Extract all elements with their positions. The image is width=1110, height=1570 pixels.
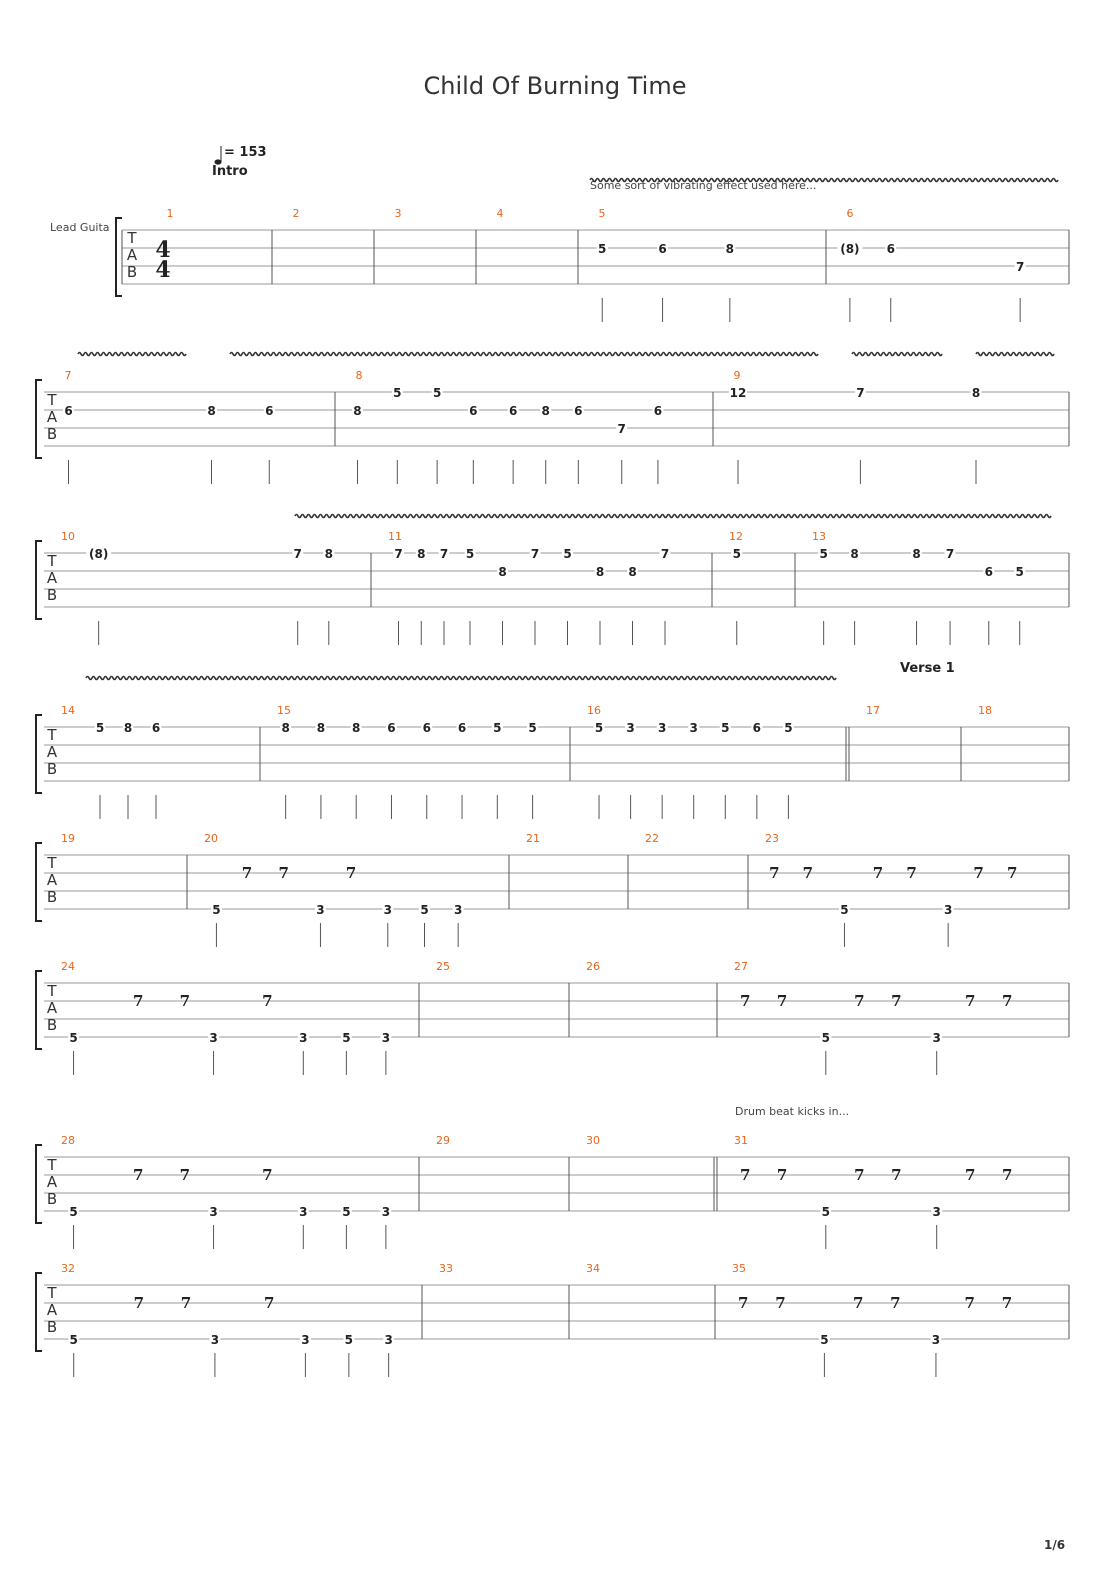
eighth-rest: 7: [179, 992, 191, 1010]
fret-number: 8: [281, 721, 290, 735]
fret-number: 3: [932, 1031, 941, 1045]
eighth-rest: 7: [132, 992, 144, 1010]
measure-number: 22: [645, 832, 659, 845]
measure-number: 26: [586, 960, 600, 973]
fret-number: 5: [784, 721, 793, 735]
eighth-rest: 7: [965, 1166, 976, 1184]
fret-number: 5: [528, 721, 537, 735]
fret-number: 3: [383, 903, 392, 917]
measure-number: 35: [732, 1262, 746, 1275]
fret-number: 3: [381, 1205, 391, 1219]
fret-number: 6: [653, 404, 663, 418]
fret-number: 5: [69, 1031, 78, 1045]
eighth-rest: 7: [179, 1166, 191, 1184]
eighth-rest: 7: [1002, 1166, 1013, 1184]
tab-clef-letter: T: [47, 391, 57, 409]
measure-number: 16: [587, 704, 601, 717]
eighth-rest: 7: [802, 864, 814, 882]
tab-clef-letter: A: [46, 999, 58, 1017]
fret-number: 8: [353, 404, 362, 418]
fret-number: 8: [352, 721, 361, 735]
fret-number: 5: [563, 547, 572, 561]
fret-number: 5: [598, 242, 607, 256]
fret-number: 8: [316, 721, 326, 735]
system-bracket: [36, 380, 42, 458]
measure-number: 17: [866, 704, 880, 717]
tab-clef-letter: T: [47, 726, 57, 744]
eighth-rest: 7: [906, 864, 917, 882]
tab-clef-letter: A: [46, 408, 58, 426]
fret-number: 5: [95, 721, 105, 735]
tempo-marking: = 153: [224, 145, 267, 160]
eighth-rest: 7: [973, 864, 984, 882]
system-bracket: [116, 218, 122, 296]
measure-number: 6: [846, 207, 854, 220]
measure-number: 12: [729, 530, 743, 543]
fret-number: 5: [432, 386, 442, 400]
fret-number: 3: [381, 1031, 391, 1045]
fret-number: 3: [453, 903, 463, 917]
fret-number: 8: [498, 565, 507, 579]
vibrato-mark: [86, 677, 836, 680]
fret-number: 3: [299, 1031, 308, 1045]
fret-number: 6: [752, 721, 762, 735]
tab-clef-letter: B: [126, 263, 138, 281]
measure-number: 10: [61, 530, 75, 543]
eighth-rest: 7: [890, 1294, 901, 1312]
tab-clef-letter: A: [46, 1301, 58, 1319]
eighth-rest: 7: [854, 1166, 865, 1184]
fret-number: 6: [265, 404, 274, 418]
tab-clef-letter: A: [46, 871, 58, 889]
tab-clef-letter: T: [47, 854, 57, 872]
measure-number: 34: [586, 1262, 600, 1275]
fret-number: 5: [342, 1031, 351, 1045]
fret-number: 8: [628, 565, 637, 579]
fret-number: 7: [945, 547, 955, 561]
measure-number: 18: [978, 704, 992, 717]
eighth-rest: 7: [776, 992, 788, 1010]
measure-number: 30: [586, 1134, 600, 1147]
eighth-rest: 7: [854, 992, 865, 1010]
fret-number: 5: [821, 1031, 830, 1045]
fret-number: 5: [342, 1205, 351, 1219]
fret-number: 3: [931, 1333, 941, 1347]
fret-number: 8: [850, 547, 859, 561]
vibrato-mark: [976, 353, 1054, 356]
fret-number: 7: [293, 547, 302, 561]
measure-number: 29: [436, 1134, 450, 1147]
eighth-rest: 7: [278, 864, 289, 882]
measure-number: 5: [598, 207, 606, 220]
time-signature-top: 4: [155, 237, 171, 263]
measure-number: 14: [61, 704, 75, 717]
fret-number: 5: [69, 1205, 78, 1219]
fret-number: 12: [729, 386, 747, 400]
fret-number: (8): [840, 242, 860, 256]
eighth-rest: 7: [775, 1294, 786, 1312]
eighth-rest: 7: [891, 1166, 902, 1184]
fret-number: 5: [820, 1333, 829, 1347]
fret-number: 5: [594, 721, 604, 735]
measure-number: 1: [166, 207, 174, 220]
fret-number: 3: [210, 1333, 220, 1347]
fret-number: 5: [69, 1333, 78, 1347]
measure-number: 4: [496, 207, 504, 220]
fret-number: 8: [912, 547, 921, 561]
eighth-rest: 7: [132, 1166, 144, 1184]
measure-number: 32: [61, 1262, 75, 1275]
fret-number: 6: [422, 721, 431, 735]
fret-number: 3: [626, 721, 635, 735]
eighth-rest: 7: [872, 864, 884, 882]
fret-number: 3: [209, 1205, 218, 1219]
measure-number: 28: [61, 1134, 75, 1147]
eighth-rest: 7: [776, 1166, 788, 1184]
measure-number: 15: [277, 704, 291, 717]
eighth-rest: 7: [345, 864, 357, 882]
measure-number: 2: [292, 207, 300, 220]
fret-number: 6: [151, 721, 161, 735]
measure-number: 8: [355, 369, 363, 382]
fret-number: 6: [469, 404, 478, 418]
fret-number: 7: [530, 547, 540, 561]
measure-number: 24: [61, 960, 75, 973]
song-title: Child Of Burning Time: [423, 72, 687, 100]
fret-number: 3: [943, 903, 953, 917]
fret-number: 5: [821, 1205, 830, 1219]
fret-number: 7: [439, 547, 449, 561]
fret-number: 5: [819, 547, 828, 561]
fret-number: 8: [417, 547, 426, 561]
fret-number: 5: [840, 903, 849, 917]
vibrato-mark: [852, 353, 942, 356]
measure-number: 9: [733, 369, 741, 382]
eighth-rest: 7: [262, 992, 273, 1010]
fret-number: 8: [123, 721, 133, 735]
eighth-rest: 7: [739, 992, 751, 1010]
fret-number: 6: [457, 721, 467, 735]
fret-number: 5: [344, 1333, 354, 1347]
system-bracket: [36, 541, 42, 619]
fret-number: 7: [660, 547, 670, 561]
fret-number: 3: [316, 903, 325, 917]
tab-clef-letter: T: [47, 1156, 57, 1174]
tab-clef-letter: A: [46, 1173, 58, 1191]
system-bracket: [36, 715, 42, 793]
fret-number: 5: [420, 903, 429, 917]
measure-number: 20: [204, 832, 218, 845]
eighth-rest: 7: [1006, 864, 1018, 882]
measure-number: 23: [765, 832, 779, 845]
tab-clef-letter: B: [46, 1190, 58, 1208]
eighth-rest: 7: [133, 1294, 145, 1312]
track-name: Lead Guita: [50, 221, 110, 234]
section-label-verse-1: Verse 1: [900, 661, 955, 676]
fret-number: 8: [324, 547, 333, 561]
system-bracket: [36, 1145, 42, 1223]
measure-number: 25: [436, 960, 450, 973]
fret-number: 3: [689, 721, 698, 735]
fret-number: 5: [732, 547, 741, 561]
fret-number: 8: [207, 404, 216, 418]
fret-number: 8: [971, 386, 981, 400]
tab-clef-letter: A: [126, 246, 138, 264]
tab-clef-letter: T: [47, 552, 57, 570]
eighth-rest: 7: [180, 1294, 192, 1312]
fret-number: 5: [493, 721, 502, 735]
fret-number: 5: [212, 903, 221, 917]
fret-number: 3: [932, 1205, 941, 1219]
eighth-rest: 7: [891, 992, 902, 1010]
fret-number: 3: [384, 1333, 393, 1347]
tab-clef-letter: T: [47, 1284, 57, 1302]
vibrato-mark: [78, 353, 186, 356]
fret-number: 3: [301, 1333, 310, 1347]
measure-number: 33: [439, 1262, 453, 1275]
vibrato-mark: [590, 179, 1058, 182]
page-number: 1/6: [1044, 1538, 1066, 1552]
tab-clef-letter: B: [46, 586, 58, 604]
fret-number: 3: [209, 1031, 218, 1045]
fret-number: 3: [657, 721, 667, 735]
vibrato-annotation: Some sort of vibrating effect used here...: [590, 179, 817, 192]
fret-number: 6: [574, 404, 583, 418]
fret-number: 8: [541, 404, 550, 418]
measure-number: 19: [61, 832, 75, 845]
system-bracket: [36, 1273, 42, 1351]
system-bracket: [36, 971, 42, 1049]
measure-number: 3: [394, 207, 402, 220]
tab-clef-letter: A: [46, 569, 58, 587]
fret-number: 5: [465, 547, 475, 561]
fret-number: 8: [595, 565, 605, 579]
eighth-rest: 7: [241, 864, 253, 882]
measure-number: 31: [734, 1134, 748, 1147]
fret-number: (8): [88, 547, 109, 561]
fret-number: 6: [508, 404, 518, 418]
tab-clef-letter: B: [46, 1318, 58, 1336]
fret-number: 7: [1015, 260, 1025, 274]
eighth-rest: 7: [769, 864, 780, 882]
tab-clef-letter: T: [47, 982, 57, 1000]
tab-clef-letter: B: [46, 760, 58, 778]
section-label-intro: Intro: [212, 164, 248, 179]
fret-number: 7: [617, 422, 626, 436]
fret-number: 6: [984, 565, 993, 579]
measure-number: 21: [526, 832, 540, 845]
measure-number: 27: [734, 960, 748, 973]
vibrato-mark: [295, 515, 1051, 518]
fret-number: 7: [394, 547, 403, 561]
drum-annotation: Drum beat kicks in...: [735, 1105, 850, 1118]
measure-number: 13: [812, 530, 826, 543]
measure-number: 7: [64, 369, 72, 382]
fret-number: 5: [1015, 565, 1024, 579]
tab-clef-letter: T: [127, 229, 137, 247]
fret-number: 6: [387, 721, 396, 735]
eighth-rest: 7: [1001, 1294, 1013, 1312]
fret-number: 3: [299, 1205, 308, 1219]
fret-number: 7: [856, 386, 865, 400]
vibrato-mark: [230, 353, 818, 356]
eighth-rest: 7: [263, 1294, 275, 1312]
eighth-rest: 7: [964, 1294, 975, 1312]
tab-clef-letter: B: [46, 425, 58, 443]
eighth-rest: 7: [262, 1166, 273, 1184]
tab-clef-letter: B: [46, 888, 58, 906]
fret-number: 5: [393, 386, 402, 400]
tab-clef-letter: B: [46, 1016, 58, 1034]
time-signature-bottom: 4: [155, 257, 171, 283]
eighth-rest: 7: [852, 1294, 864, 1312]
tab-clef-letter: A: [46, 743, 58, 761]
fret-number: 5: [721, 721, 730, 735]
fret-number: 6: [886, 242, 895, 256]
system-bracket: [36, 843, 42, 921]
fret-number: 6: [64, 404, 73, 418]
eighth-rest: 7: [738, 1294, 749, 1312]
measure-number: 11: [388, 530, 402, 543]
fret-number: 6: [658, 242, 667, 256]
eighth-rest: 7: [1002, 992, 1013, 1010]
eighth-rest: 7: [965, 992, 976, 1010]
eighth-rest: 7: [739, 1166, 751, 1184]
fret-number: 8: [725, 242, 735, 256]
